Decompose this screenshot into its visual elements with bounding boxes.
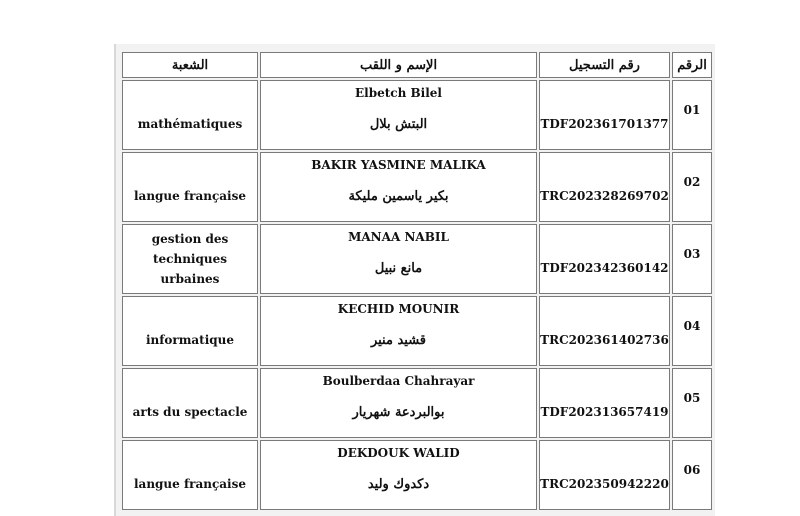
name-cell [260, 152, 537, 222]
registration-cell [539, 224, 670, 294]
number-text: 04 [683, 319, 701, 333]
registration-text: TDF202361701377 [540, 117, 669, 131]
field-cell [122, 368, 258, 438]
name-arabic: البتش بلال [369, 117, 428, 132]
field-text: langue française [133, 477, 246, 491]
field-text: arts du spectacle [132, 405, 248, 419]
number-text: 03 [683, 247, 701, 261]
name-latin: Elbetch Bilel [355, 86, 442, 100]
table-row [122, 152, 712, 222]
table-row [122, 368, 712, 438]
table-row [122, 296, 712, 366]
name-cell [260, 224, 537, 294]
registration-text: TDF202313657419 [540, 405, 669, 419]
number-text: 02 [683, 175, 701, 189]
registration-cell [539, 368, 670, 438]
number-cell [672, 80, 712, 150]
registration-cell [539, 296, 670, 366]
table-header-row [122, 52, 712, 78]
number-text: 06 [683, 463, 701, 477]
header-registration: رقم التسجيل [539, 52, 670, 78]
header-name: الإسم و اللقب [260, 52, 537, 78]
name-arabic: قشيد منير [370, 333, 427, 348]
number-cell [672, 440, 712, 510]
registration-text: TDF202342360142 [540, 261, 669, 275]
name-cell [260, 296, 537, 366]
name-cell [260, 440, 537, 510]
table-row [122, 80, 712, 150]
number-cell [672, 296, 712, 366]
number-cell [672, 152, 712, 222]
name-latin: DEKDOUK WALID [337, 446, 460, 460]
field-text: langue française [133, 189, 246, 203]
header-number: الرقم [672, 52, 712, 78]
field-cell [122, 440, 258, 510]
name-cell [260, 368, 537, 438]
number-cell [672, 224, 712, 294]
name-arabic: مانع نبيل [374, 261, 423, 276]
name-latin: Boulberdaa Chahrayar [322, 374, 475, 388]
name-arabic: بوالبردعة شهريار [352, 405, 445, 420]
document-page [116, 44, 715, 516]
name-arabic: بكير ياسمين مليكة [348, 189, 449, 204]
field-cell [122, 80, 258, 150]
field-text: gestion des techniques urbaines [151, 232, 229, 286]
number-cell [672, 368, 712, 438]
registration-cell [539, 440, 670, 510]
registration-text: TRC202350942220 [540, 477, 669, 491]
registration-cell [539, 152, 670, 222]
field-text: informatique [145, 333, 235, 347]
name-latin: MANAA NABIL [348, 230, 449, 244]
number-text: 05 [683, 391, 701, 405]
field-cell [122, 224, 258, 294]
registration-cell [539, 80, 670, 150]
header-field: الشعبة [122, 52, 258, 78]
name-latin: KECHID MOUNIR [337, 302, 460, 316]
field-text: mathématiques [137, 117, 243, 131]
table-row [122, 224, 712, 294]
table-row [122, 440, 712, 510]
field-cell [122, 152, 258, 222]
registration-text: TRC202361402736 [540, 333, 669, 347]
registration-text: TRC202328269702 [540, 189, 669, 203]
field-cell [122, 296, 258, 366]
name-arabic: دكدوك وليد [367, 477, 430, 492]
results-table [120, 50, 714, 512]
name-cell [260, 80, 537, 150]
number-text: 01 [683, 103, 701, 117]
name-latin: BAKIR YASMINE MALIKA [311, 158, 486, 172]
